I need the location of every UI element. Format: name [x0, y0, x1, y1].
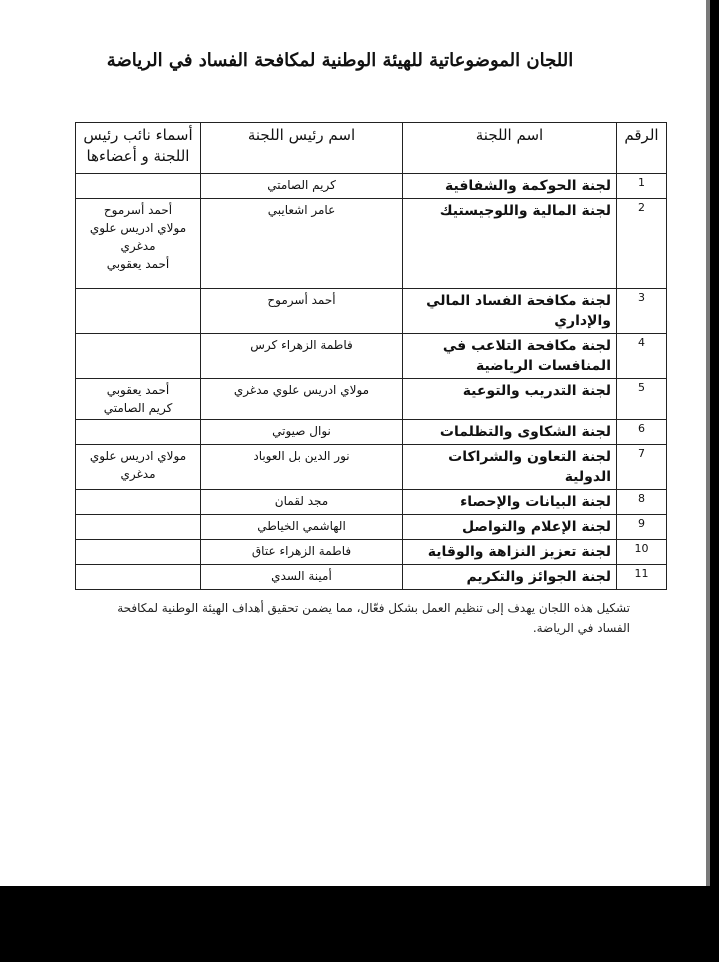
committee-name: لجنة الجوائز والتكريم	[403, 565, 617, 590]
header-vice: أسماء نائب رئيس اللجنة و أعضاءها	[76, 123, 201, 174]
row-number: 4	[617, 334, 667, 379]
row-number: 5	[617, 379, 667, 420]
committee-name: لجنة الحوكمة والشفافية	[403, 174, 617, 199]
committee-chair: نور الدين بل العوباد	[201, 445, 403, 490]
table-body	[76, 174, 667, 590]
committee-name: لجنة تعزيز النزاهة والوقاية	[403, 540, 617, 565]
committee-members	[76, 445, 201, 490]
table-row	[76, 379, 667, 420]
member-name: أحمد أسرموح	[103, 203, 173, 217]
committee-chair: أحمد أسرموح	[201, 289, 403, 334]
committee-members	[76, 174, 201, 199]
row-number: 3	[617, 289, 667, 334]
committee-members	[76, 199, 201, 289]
table-row	[76, 445, 667, 490]
committee-chair: أمينة السدي	[201, 565, 403, 590]
member-name: مولاي ادريس علوي مدغري	[89, 449, 187, 481]
committee-name: لجنة المالية واللوجيستيك	[403, 199, 617, 289]
row-number: 10	[617, 540, 667, 565]
table-row	[76, 199, 667, 289]
page-edge	[706, 0, 710, 886]
row-number: 1	[617, 174, 667, 199]
table-row	[76, 334, 667, 379]
committee-members	[76, 490, 201, 515]
page-title: اللجان الموضوعاتية للهيئة الوطنية لمكافحة الفساد في الرياضة	[106, 50, 574, 71]
committee-chair: مولاي ادريس علوي مدغري	[201, 379, 403, 420]
header-chair: اسم رئيس اللجنة	[201, 123, 403, 174]
row-number: 9	[617, 515, 667, 540]
table-row	[76, 565, 667, 590]
footer-note: تشكيل هذه اللجان يهدف إلى تنظيم العمل بشكل فعّال، مما يضمن تحقيق أهداف الهيئة الوطنية لمكافحة الفساد في الرياضة.	[117, 601, 630, 635]
table-row	[76, 490, 667, 515]
row-number: 11	[617, 565, 667, 590]
committee-chair: مجد لقمان	[201, 490, 403, 515]
row-number: 2	[617, 199, 667, 289]
row-number: 7	[617, 445, 667, 490]
table-row	[76, 420, 667, 445]
committee-members	[76, 420, 201, 445]
row-number: 6	[617, 420, 667, 445]
committee-members	[76, 334, 201, 379]
member-name: أحمد يعقوبي	[106, 383, 170, 397]
committee-members	[76, 540, 201, 565]
committee-name: لجنة التدريب والتوعية	[403, 379, 617, 420]
header-committee: اسم اللجنة	[403, 123, 617, 174]
committee-chair: كريم الصامتي	[201, 174, 403, 199]
committees-table	[75, 122, 667, 590]
table-row	[76, 289, 667, 334]
table-header-row	[76, 123, 667, 174]
row-number: 8	[617, 490, 667, 515]
committee-name: لجنة البيانات والإحصاء	[403, 490, 617, 515]
member-name: كريم الصامتي	[103, 401, 173, 415]
committee-name: لجنة الإعلام والتواصل	[403, 515, 617, 540]
committee-chair: فاطمة الزهراء عتاق	[201, 540, 403, 565]
committee-members	[76, 565, 201, 590]
committee-chair: فاطمة الزهراء كرس	[201, 334, 403, 379]
table-row	[76, 515, 667, 540]
committee-chair: عامر اشعايبي	[201, 199, 403, 289]
committee-name: لجنة مكافحة التلاعب في المنافسات الرياضية	[403, 334, 617, 379]
committee-name: لجنة الشكاوى والتظلمات	[403, 420, 617, 445]
committee-chair: الهاشمي الخياطي	[201, 515, 403, 540]
committee-name: لجنة التعاون والشراكات الدولية	[403, 445, 617, 490]
committee-chair: نوال صيوتي	[201, 420, 403, 445]
member-name: أحمد يعقوبي	[106, 257, 170, 271]
committee-name: لجنة مكافحة الفساد المالي والإداري	[403, 289, 617, 334]
header-number: الرقم	[617, 123, 667, 174]
table-row	[76, 174, 667, 199]
member-name: مولاي ادريس علوي مدغري	[89, 221, 187, 253]
committee-members	[76, 515, 201, 540]
committee-members	[76, 379, 201, 420]
committee-members	[76, 289, 201, 334]
table-row	[76, 540, 667, 565]
